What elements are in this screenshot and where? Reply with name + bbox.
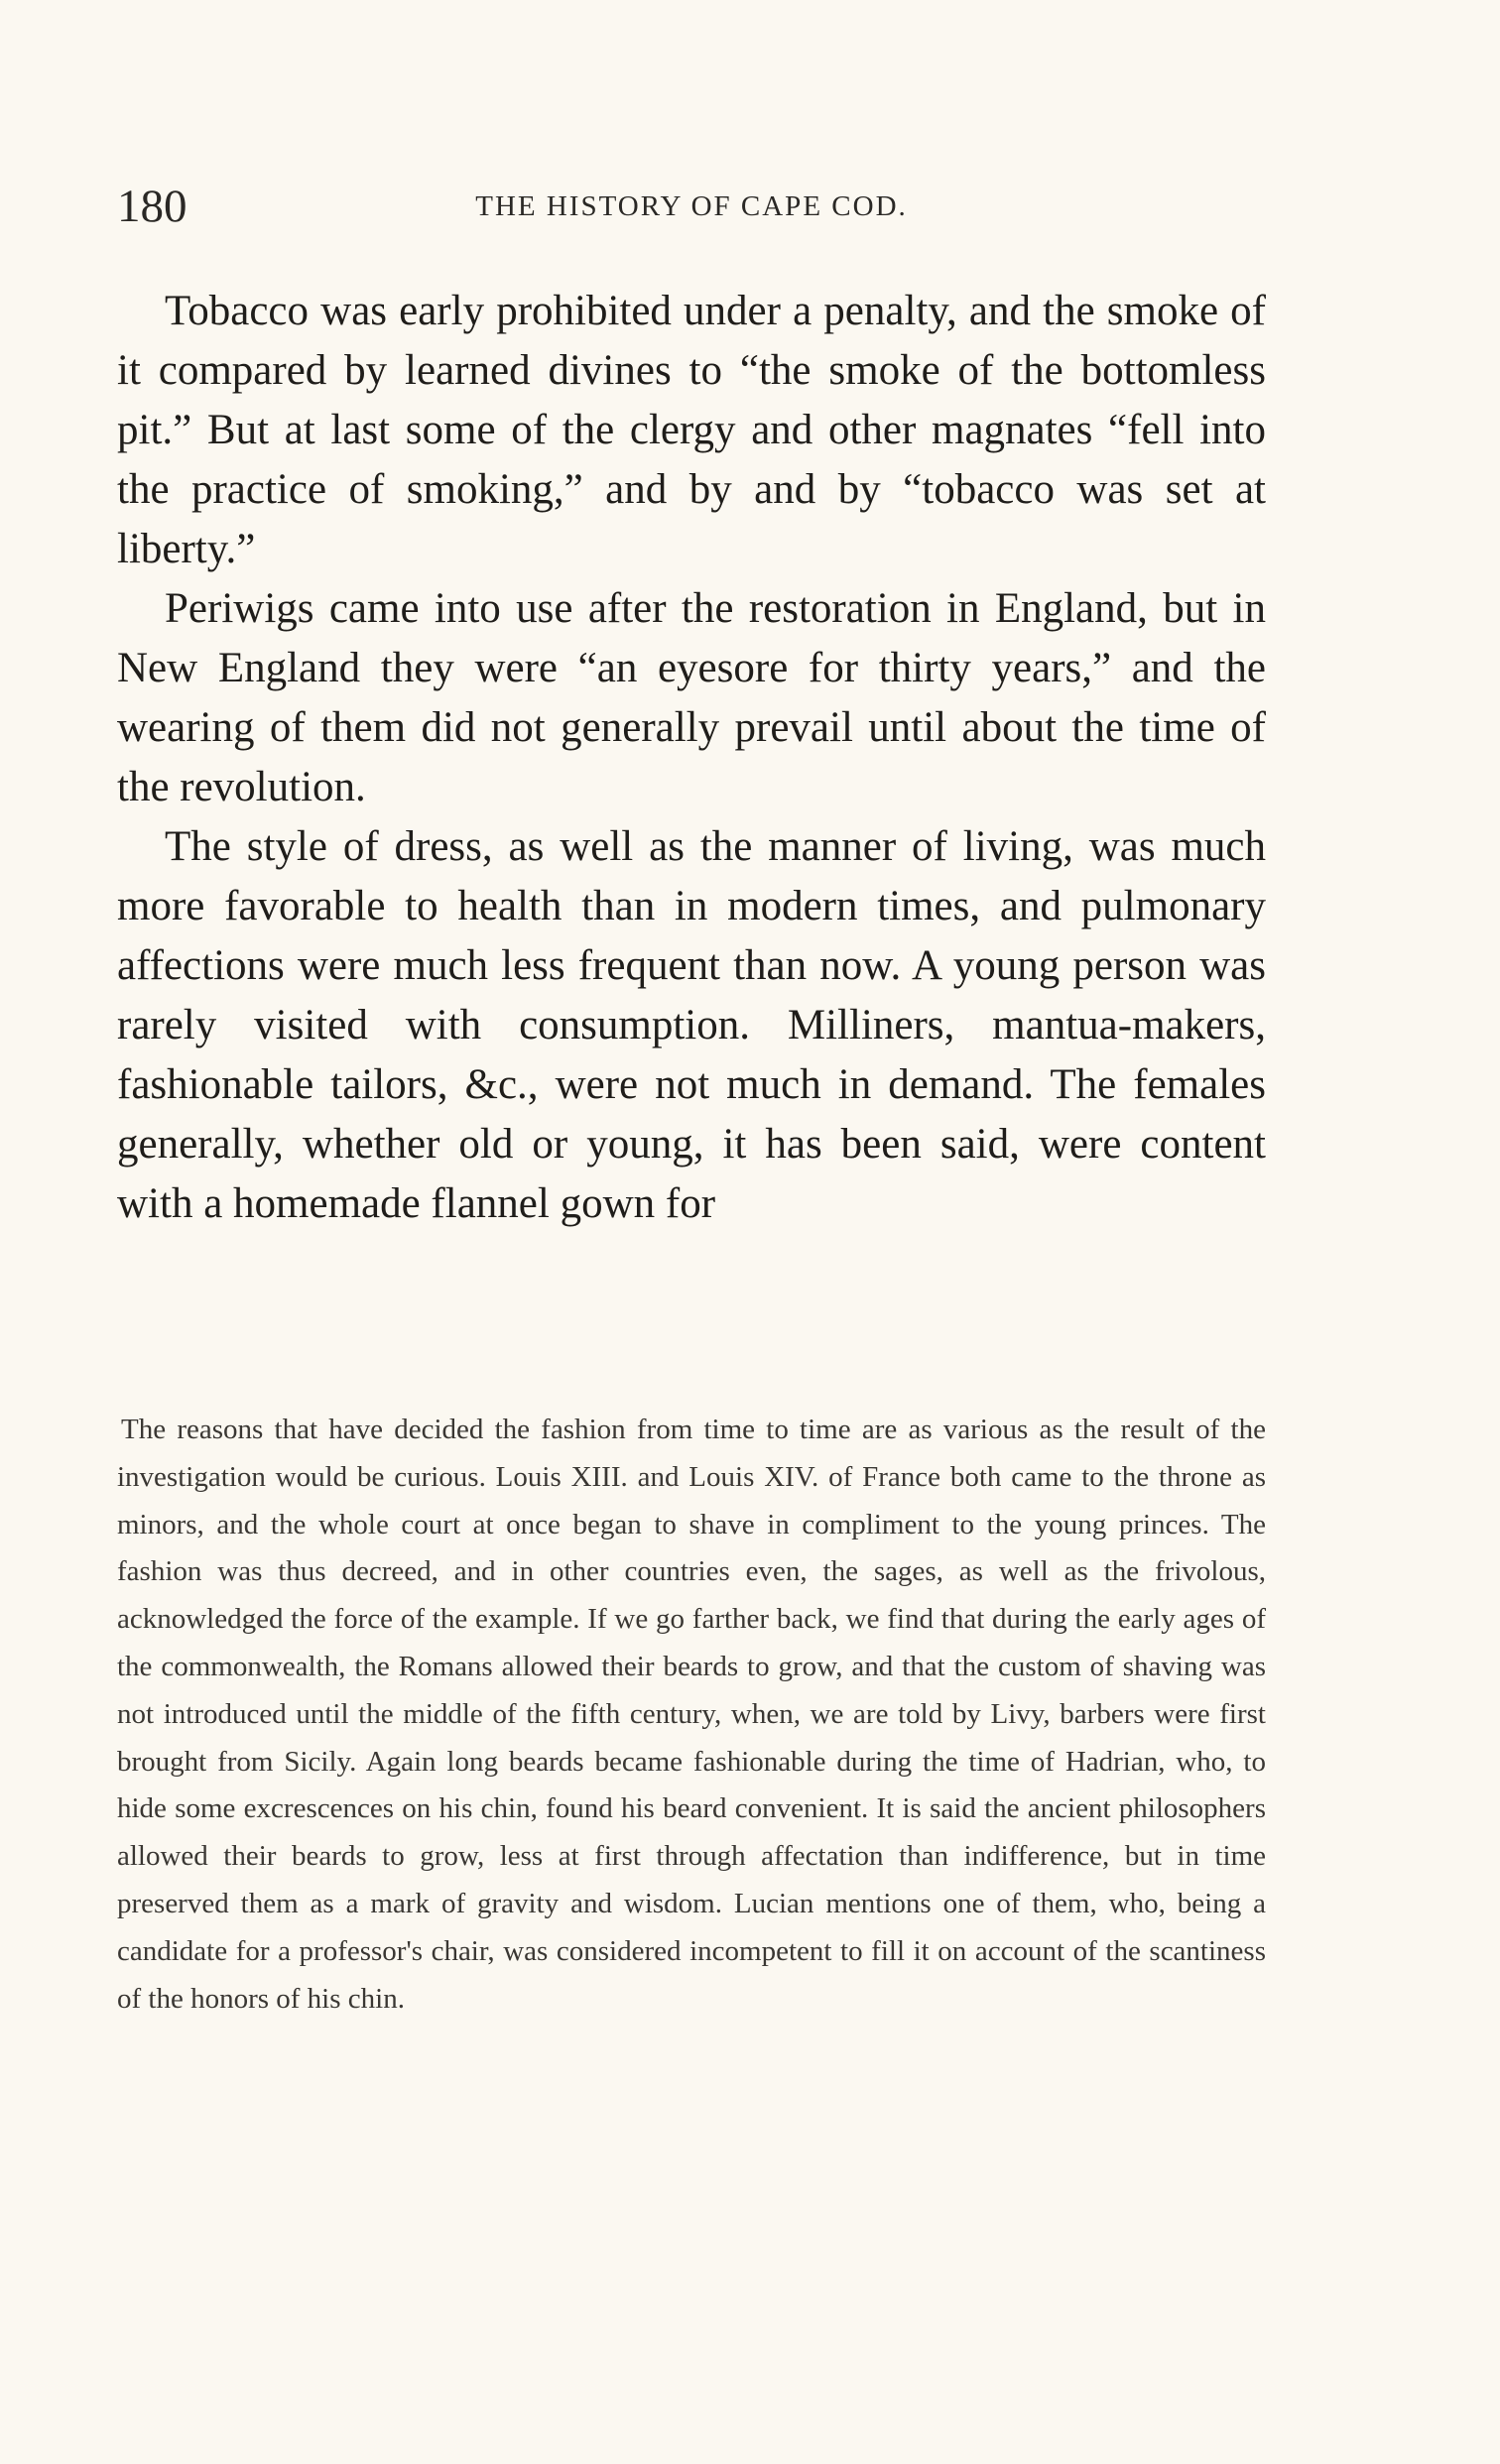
page-number: 180 xyxy=(117,181,188,232)
paragraph-periwigs: Periwigs came into use after the restoration in England, but in New England they were “an eyesore for thirty years,” and the wearing of them did not generally prevail until about the time of the revolution. xyxy=(117,585,1266,810)
footnote xyxy=(117,1407,1266,2023)
running-header xyxy=(117,177,1266,236)
paragraph-dress: The style of dress, as well as the manner of living, was much more favorable to health than in modern times, and pulmonary affections were much less frequent than now. A young person was rarely visited with consumption. Milliners, mantua-makers, fashionable tailors, &c., were not much in demand. The females generally, whether old or young, it has been said, were content with a homemade flannel gown for xyxy=(117,823,1266,1227)
footnote-text: The reasons that have decided the fashion from time to time are as various as the result of the investigation would be curious. Louis XIII. and Louis XIV. of France both came to the throne as minors, and the whole court at once began to shave in compliment to the young princes. The fashion was thus decreed, and in other countries even, the sages, as well as the frivolous, acknowledged the force of the example. If we go farther back, we find that during the early ages of the commonwealth, the Romans allowed their beards to grow, and that the custom of shaving was not introduced until the middle of the fifth century, when, we are told by Livy, barbers were first brought from Sicily. Again long beards became fashionable during the time of Hadrian, who, to hide some excrescences on his chin, found his beard convenient. It is said the ancient philosophers allowed their beards to grow, less at first through affectation than indifference, but in time preserved them as a mark of gravity and wisdom. Lucian mentions one of them, who, being a candidate for a professor's chair, was considered incompetent to fill it on account of the scantiness of the honors of his chin. xyxy=(117,1414,1266,2015)
paragraph-tobacco: Tobacco was early prohibited under a penalty, and the smoke of it compared by learned divines to “the smoke of the bottomless pit.” But at last some of the clergy and other magnates “fell into the practice of smoking,” and by and by “tobacco was set at liberty.” xyxy=(117,288,1266,572)
main-text xyxy=(117,282,1266,1234)
running-title: THE HISTORY OF CAPE COD. xyxy=(475,190,908,222)
